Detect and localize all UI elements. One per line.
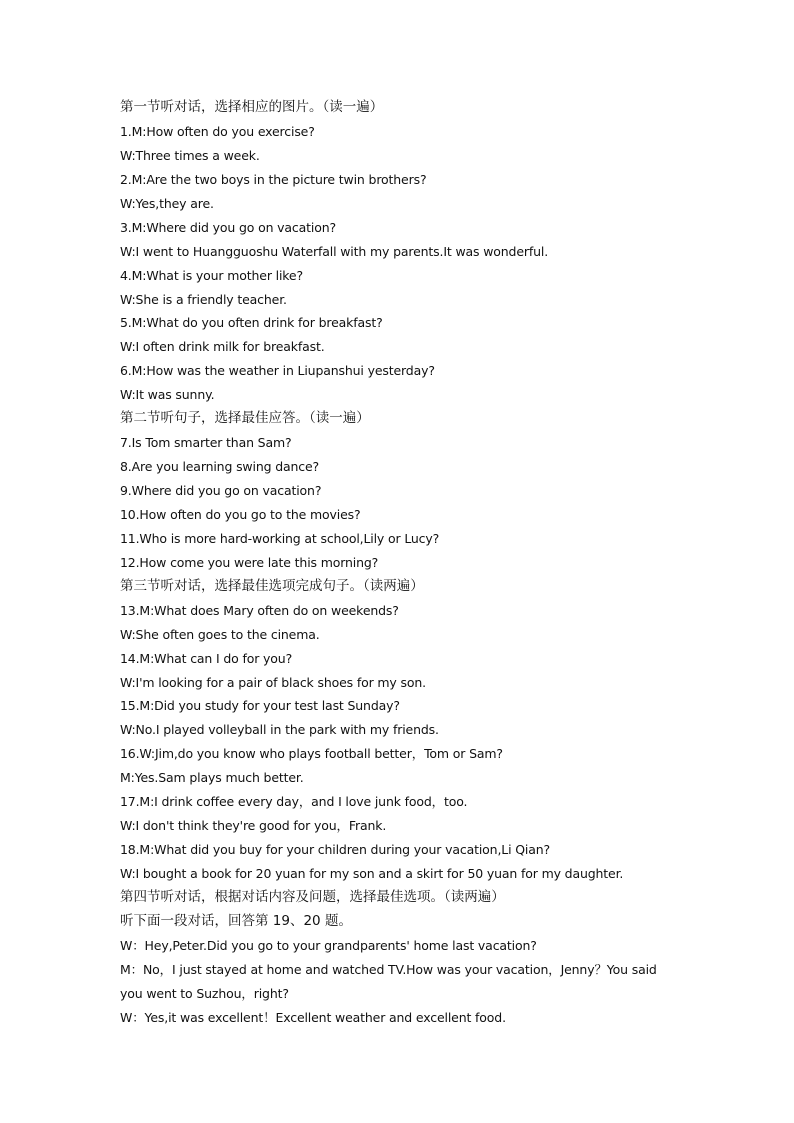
q17-answer: W:I don't think they're good for you，Frank. xyxy=(120,818,387,834)
q2-question: 2.M:Are the two boys in the picture twin brothers? xyxy=(120,171,427,187)
q4-answer: W:She is a friendly teacher. xyxy=(120,291,287,307)
q4-question: 4.M:What is your mother like? xyxy=(120,267,303,283)
q8-sentence: 8.Are you learning swing dance? xyxy=(120,459,320,475)
q11-sentence: 11.Who is more hard-working at school,Lily or Lucy? xyxy=(120,530,440,546)
q6-answer: W:It was sunny. xyxy=(120,387,215,403)
q7-sentence: 7.Is Tom smarter than Sam? xyxy=(120,435,292,451)
q18-question: 18.M:What did you buy for your children during your vacation,Li Qian? xyxy=(120,842,551,858)
q6-question: 6.M:How was the weather in Liupanshui yesterday? xyxy=(120,363,435,379)
dialogue-line-2: M：No，I just stayed at home and watched TV.How was your vacation，Jenny？You said xyxy=(120,961,657,977)
section-2-heading: 第二节听句子，选择最佳应答。（读一遍） xyxy=(120,410,370,427)
q12-sentence: 12.How come you were late this morning? xyxy=(120,554,379,570)
section-1-heading: 第一节听对话，选择相应的图片。（读一遍） xyxy=(120,99,384,115)
q3-answer: W:I went to Huangguoshu Waterfall with my parents.It was wonderful. xyxy=(120,243,549,259)
dialogue-line-3: W：Yes,it was excellent！Excellent weather and excellent food. xyxy=(120,1009,506,1025)
q18-answer: W:I bought a book for 20 yuan for my son and a skirt for 50 yuan for my daughter. xyxy=(120,866,624,881)
section-3-heading: 第三节听对话，选择最佳选项完成句子。（读两遍） xyxy=(120,577,424,594)
q16-question: 16.W:Jim,do you know who plays football better，Tom or Sam? xyxy=(120,746,503,762)
section-4-instruction: 听下面一段对话，回答第 19、20 题。 xyxy=(120,912,352,929)
dialogue-line-2-continued: you went to Suzhou，right? xyxy=(120,985,289,1001)
document-page xyxy=(120,96,720,1030)
q10-sentence: 10.How often do you go to the movies? xyxy=(120,506,361,522)
q15-answer: W:No.I played volleyball in the park with my friends. xyxy=(120,722,439,738)
q5-answer: W:I often drink milk for breakfast. xyxy=(120,339,325,355)
q17-question: 17.M:I drink coffee every day，and I love junk food，too. xyxy=(120,794,468,810)
q3-question: 3.M:Where did you go on vacation? xyxy=(120,219,336,235)
q15-question: 15.M:Did you study for your test last Sunday? xyxy=(120,698,400,714)
q13-question: 13.M:What does Mary often do on weekends? xyxy=(120,602,399,618)
q14-question: 14.M:What can I do for you? xyxy=(120,650,293,666)
q1-answer: W:Three times a week. xyxy=(120,147,260,163)
q5-question: 5.M:What do you often drink for breakfast? xyxy=(120,315,383,331)
q14-answer: W:I'm looking for a pair of black shoes for my son. xyxy=(120,674,426,690)
q1-question: 1.M:How often do you exercise? xyxy=(120,123,315,139)
q9-sentence: 9.Where did you go on vacation? xyxy=(120,483,322,498)
section-4-heading: 第四节听对话，根据对话内容及问题，选择最佳选项。（读两遍） xyxy=(120,888,505,905)
dialogue-line-1: W：Hey,Peter.Did you go to your grandparents' home last vacation? xyxy=(120,937,537,953)
q13-answer: W:She often goes to the cinema. xyxy=(120,626,320,642)
q2-answer: W:Yes,they are. xyxy=(120,195,214,211)
q16-answer: M:Yes.Sam plays much better. xyxy=(120,770,304,786)
